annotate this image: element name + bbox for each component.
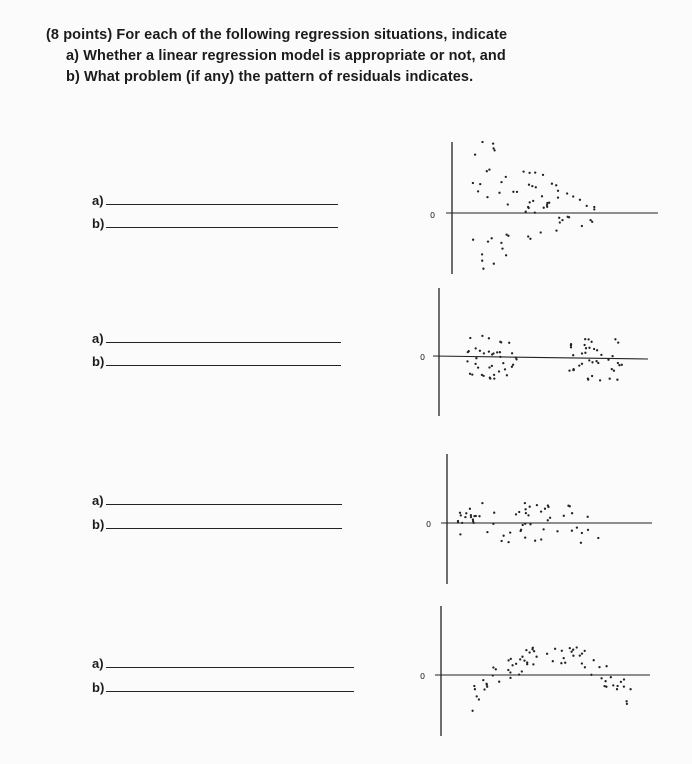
plot2-point [588,347,590,349]
plot4-point [528,651,530,653]
plot1-point [477,190,479,192]
plot1-point [472,239,474,241]
plot4-point [515,663,517,665]
plot4-point [629,688,631,690]
plot3-point [534,540,536,542]
plot2-point [581,352,583,354]
plot1-point [532,200,534,202]
plot3-point [556,530,558,532]
plot4-point [509,671,511,673]
plot1-point [527,235,529,237]
plot2-point [584,338,586,340]
plot4-zero-label: 0 [420,672,426,681]
plot2-point [578,364,580,366]
plot4-point [476,695,478,697]
plot4-point [584,650,586,652]
plot2-point [479,350,481,352]
plot2-point [506,374,508,376]
plot1-point [481,260,483,262]
plot2-point [616,379,618,381]
plot4-point [623,678,625,680]
plot4-point [495,668,497,670]
plot2-point [587,377,589,379]
plot2-point [591,375,593,377]
plot3-zero-label: 0 [426,520,432,529]
plot3-point [465,512,467,514]
plot2-point [618,364,620,366]
plot1-point [482,268,484,270]
plot3-point [470,516,472,518]
plot4-point [486,686,488,688]
plot3-point [529,523,531,525]
plot2-point [475,347,477,349]
plot1-point [546,206,548,208]
plot3-point [525,512,527,514]
plot1-zero-label: 0 [430,211,436,220]
residual-plot-3 [426,454,652,584]
plot3-point [524,523,526,525]
plot2-point [614,338,616,340]
plot3-point [524,508,526,510]
plot2-point [496,351,498,353]
plot1-point [479,183,481,185]
plot4-point [623,685,625,687]
plot2-point [469,337,471,339]
plot4-point [572,649,574,651]
plot3-point [524,536,526,538]
plot2-point [611,368,613,370]
plot2-point [583,344,585,346]
plot1-point [522,170,524,172]
plot4-point [600,677,602,679]
plot2-point [471,373,473,375]
plot2-point [491,365,493,367]
plot3-point [509,531,511,533]
plot4-point [507,659,509,661]
plot1-point [487,240,489,242]
plot2-zero-line [433,356,648,359]
plot1-point [491,237,493,239]
plot3-point [473,515,475,517]
plot4-point [590,674,592,676]
plot4-point [511,664,513,666]
plot2-point [469,373,471,375]
plot2-point [467,351,469,353]
plot1-point [492,147,494,149]
plot1-point [581,225,583,227]
answer-a-label: a) [92,331,104,346]
plot4-point [616,688,618,690]
residual-plot-1 [430,141,658,274]
plot4-point [518,673,520,675]
plot1-point [559,221,561,223]
plot1-point [531,185,533,187]
plot1-point [500,242,502,244]
plot3-point [563,515,565,517]
plot3-point [580,542,582,544]
plot3-point [587,516,589,518]
plot4-point [483,688,485,690]
plot2-point [488,350,490,352]
plot1-point [481,253,483,255]
plot3-point [529,506,531,508]
plot2-point [493,374,495,376]
plot1-point [505,176,507,178]
plot1-point [516,191,518,193]
plot4-point [509,677,511,679]
answer-b-label: b) [92,680,105,695]
plot3-point [524,502,526,504]
plot3-point [540,510,542,512]
answer-b-label: b) [92,216,105,231]
plot2-point [481,374,483,376]
plot2-point [481,335,483,337]
plot4-point [498,681,500,683]
plot1-point [591,221,593,223]
plot2-point [491,353,493,355]
plot3-point [522,524,524,526]
plot2-point [609,378,611,380]
plot2-point [572,368,574,370]
plot4-point [610,676,612,678]
plot2-zero-label: 0 [420,353,426,362]
plot3-point [492,523,494,525]
plot4-point [492,666,494,668]
plot3-point [469,508,471,510]
plot4-point [616,685,618,687]
plot4-point [546,653,548,655]
plot3-point [527,514,529,516]
plot1-point [492,142,494,144]
plot3-point [500,540,502,542]
plot1-point [572,195,574,197]
answer-a-label: a) [92,493,104,508]
plot3-point [581,532,583,534]
plot2-point [570,346,572,348]
plot2-point [511,352,513,354]
question-part-b: b) What problem (if any) the pattern of residuals indicates. [66,69,474,85]
plot4-point [605,665,607,667]
plot1-point [543,207,545,209]
plot2-point [499,356,501,358]
plot2-point [590,341,592,343]
plot4-point [581,652,583,654]
plot3-point [519,530,521,532]
plot2-point [587,338,589,340]
plot3-point [542,528,544,530]
plot1-point [557,190,559,192]
plot2-point [504,368,506,370]
plot4-point [604,680,606,682]
plot4-point [474,688,476,690]
plot4-point [579,654,581,656]
plot3-point [544,508,546,510]
plot1-point [558,217,560,219]
plot1-point [548,202,550,204]
plot2-point [581,363,583,365]
plot4-point [625,700,627,702]
residual-plot-4 [420,606,650,736]
plot4-point [482,679,484,681]
plot2-point [500,341,502,343]
plot4-point [531,648,533,650]
plot2-point [570,343,572,345]
plot2-point [488,337,490,339]
plot4-point [533,650,535,652]
plot1-point [472,182,474,184]
plot2-point [493,377,495,379]
plot4-point [510,658,512,660]
answer-a-label: a) [92,656,104,671]
plot3-point [461,522,463,524]
plot1-point [561,219,563,221]
plot3-point [547,519,549,521]
plot1-point [541,195,543,197]
plot4-point [576,646,578,648]
plot2-point [498,370,500,372]
plot3-point [571,530,573,532]
plot1-point [557,196,559,198]
plot1-point [505,233,507,235]
plot4-point [554,648,556,650]
plot1-point [507,203,509,205]
plot1-point [500,181,502,183]
plot2-point [466,360,468,362]
plot1-point [555,184,557,186]
plot2-point [621,364,623,366]
plot2-point [613,370,615,372]
plot1-point [567,216,569,218]
plot4-point [471,710,473,712]
plot3-point [457,520,459,522]
plot1-point [534,212,536,214]
question-part-a: a) Whether a linear regression model is appropriate or not, and [66,48,506,64]
plot2-point [591,361,593,363]
plot2-point [511,366,513,368]
plot2-point [568,369,570,371]
plot3-point [464,516,466,518]
plot4-point [523,659,525,661]
plot2-point [599,379,601,381]
plot3-point [597,537,599,539]
plot1-point [529,201,531,203]
plot3-point [536,504,538,506]
plot1-point [555,229,557,231]
plot4-point [486,684,488,686]
plot4-point [478,698,480,700]
plot4-point [626,703,628,705]
residual-plot-2 [420,288,648,416]
plot2-point [611,355,613,357]
plot1-point [540,231,542,233]
plot4-point [620,681,622,683]
plot4-point [598,666,600,668]
plot2-point [593,348,595,350]
plot1-point [488,168,490,170]
plot2-point [502,362,504,364]
plot1-point [535,186,537,188]
plot1-point [498,192,500,194]
plot1-point [474,153,476,155]
plot2-point [489,377,491,379]
plot1-point [534,171,536,173]
plot4-point [572,655,574,657]
plot3-point [569,505,571,507]
plot1-point [512,191,514,193]
plot4-point [612,684,614,686]
plot4-point [564,662,566,664]
plot2-point [499,351,501,353]
plot1-point [566,192,568,194]
plot3-point [549,517,551,519]
plot2-point [617,341,619,343]
plot3-point [459,533,461,535]
plot3-point [502,535,504,537]
plot2-point [584,352,586,354]
plot1-point [527,206,529,208]
plot1-point [486,170,488,172]
plot3-point [587,529,589,531]
plot2-point [515,356,517,358]
plot2-point [588,359,590,361]
plot3-point [515,513,517,515]
plot1-point [505,254,507,256]
plot4-point [473,685,475,687]
plot2-point [617,362,619,364]
plot3-point [472,520,474,522]
plot3-point [493,512,495,514]
plot4-point [521,670,523,672]
plot4-point [563,657,565,659]
plot3-point [540,538,542,540]
plot1-point [486,196,488,198]
plot4-point [507,669,509,671]
plot2-point [474,363,476,365]
plot2-point [508,342,510,344]
plot1-point [528,172,530,174]
plot3-point [459,512,461,514]
plot4-points [471,646,631,712]
plot1-point [586,205,588,207]
plot1-point [579,199,581,201]
plot3-point [460,514,462,516]
plot3-point [478,515,480,517]
plot1-point [525,211,527,213]
plot4-point [581,662,583,664]
plot2-point [475,357,477,359]
plot2-point [512,364,514,366]
plot4-point [561,650,563,652]
plot3-point [518,511,520,513]
answer-a-label: a) [92,193,104,208]
plot1-point [542,174,544,176]
answer-b-label: b) [92,517,105,532]
plot4-point [492,674,494,676]
plot2-point [572,354,574,356]
plot1-points [472,141,596,270]
plot4-point [521,656,523,658]
plot1-point [493,149,495,151]
plot2-point [488,366,490,368]
plot4-point [532,663,534,665]
plot1-point [528,184,530,186]
plot1-point [529,238,531,240]
answer-b-label: b) [92,354,105,369]
plot4-point [519,658,521,660]
plot3-point [576,526,578,528]
plot1-point [593,208,595,210]
plot3-point [481,502,483,504]
plot1-point [589,219,591,221]
plot2-point [607,359,609,361]
plot3-point [571,512,573,514]
plot2-point [483,352,485,354]
plot1-point [493,263,495,265]
plot4-point [525,649,527,651]
plot1-point [551,183,553,185]
plot4-point [535,656,537,658]
plot3-point [486,531,488,533]
plot3-point [507,541,509,543]
plot1-point [481,141,483,143]
plot1-point [593,206,595,208]
plot2-point [597,362,599,364]
plot4-point [552,660,554,662]
plot4-point [569,647,571,649]
question-heading: (8 points) For each of the following regression situations, indicate [46,27,508,43]
plot4-point [584,666,586,668]
plot4-point [526,663,528,665]
plot4-point [560,662,562,664]
plot2-point [585,347,587,349]
plot4-point [570,651,572,653]
plot2-point [596,349,598,351]
plot2-point [595,360,597,362]
plot3-point [547,504,549,506]
plot4-point [605,686,607,688]
plot2-point [477,366,479,368]
plot4-point [593,659,595,661]
plot2-point [600,354,602,356]
plot1-point [501,247,503,249]
